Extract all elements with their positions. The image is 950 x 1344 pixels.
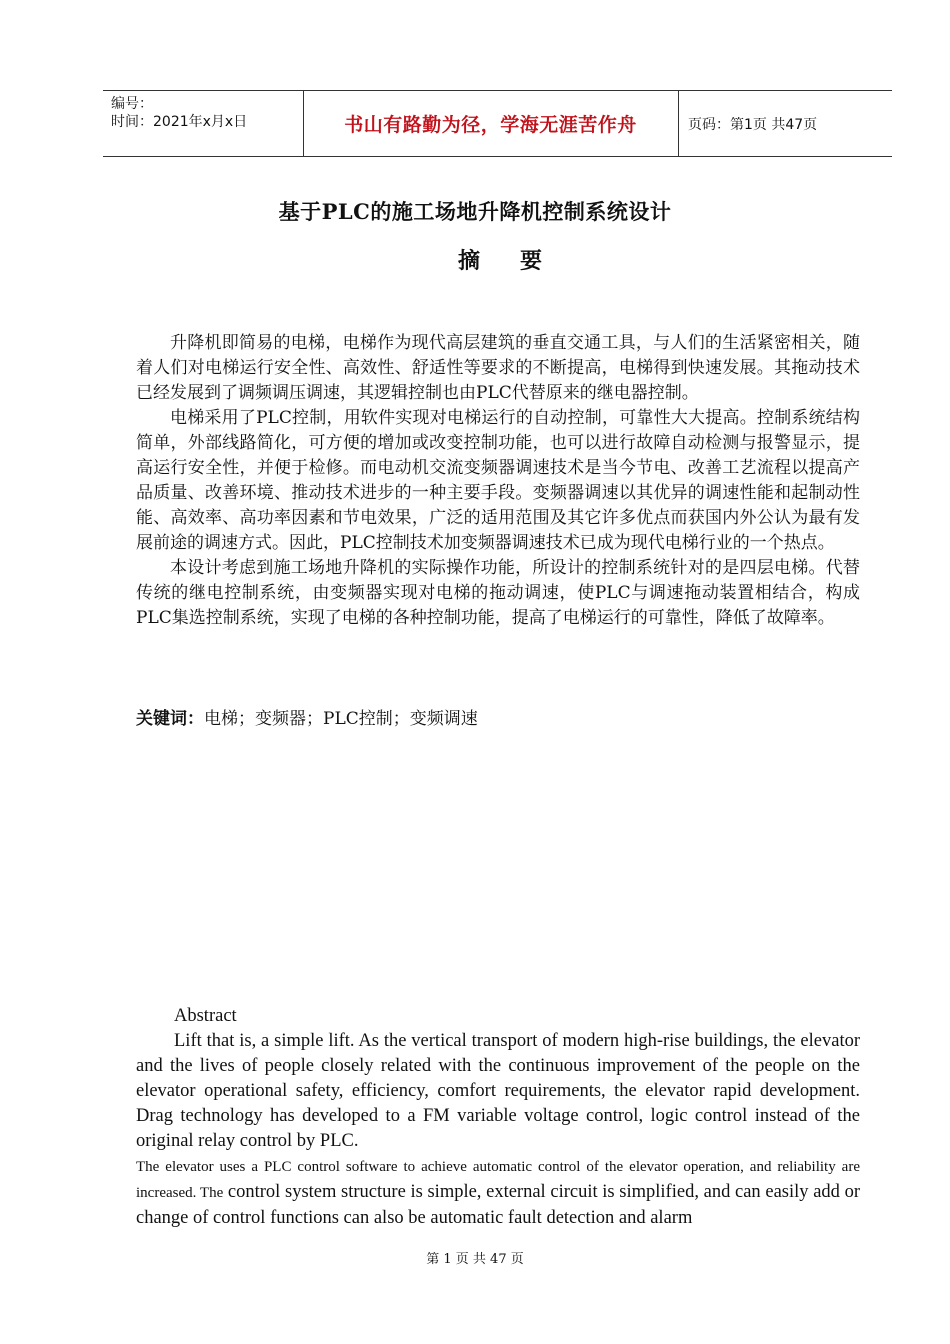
keywords-text: 电梯；变频器；PLC控制；变频调速 [204,709,478,729]
abstract-heading-en: Abstract [174,1006,237,1026]
en-paragraph: Lift that is, a simple lift. As the vertical transport of modern high-rise buildings, the elevator and the lives of people closely related with the continuous improvement of the people on the elevator operational safety, efficiency, comfort requirements, the elevator rapid development. Drag technology has developed to a FM variable voltage control, logic control instead of the original relay control by PLC. [136,1031,860,1151]
keywords-line [136,707,860,732]
en-paragraph-small-text: The elevator uses a PLC control software to achieve automatic control of the elevator operation, and reliability are increased. The [136,1159,860,1201]
en-paragraph [136,1154,860,1231]
document-number-label: 编号： [111,96,153,112]
english-abstract-body [136,1004,860,1231]
en-paragraph-text: control system structure is simple, external circuit is simplified, and can easily add or change of control functions can also be automatic fault detection and alarm [136,1182,860,1228]
header-meta-cell [103,91,304,156]
page-header [103,90,892,157]
header-page-info: 页码：第1页 共47页 [688,116,818,133]
chinese-abstract-body [136,331,860,631]
keywords-label: 关键词： [136,709,204,729]
page-footer: 第 1 页 共 47 页 [426,1252,524,1267]
header-motto: 书山有路勤为径，学海无涯苦作舟 [303,91,679,156]
document-time-label: 时间：2021年x月x日 [111,114,248,130]
cn-paragraph: 升降机即简易的电梯，电梯作为现代高层建筑的垂直交通工具，与人们的生活紧密相关，随着人们对电梯运行安全性、高效性、舒适性等要求的不断提高，电梯得到快速发展。其拖动技术已经发展到了调频调压调速，其逻辑控制也由PLC代替原来的继电器控制。 [136,333,860,403]
cn-paragraph: 本设计考虑到施工场地升降机的实际操作功能，所设计的控制系统针对的是四层电梯。代替传统的继电控制系统，由变频器实现对电梯的拖动调速，使PLC与调速拖动装置相结合，构成PLC集选控制系统，实现了电梯的各种控制功能，提高了电梯运行的可靠性，降低了故障率。 [136,558,860,628]
cn-paragraph: 电梯采用了PLC控制，用软件实现对电梯运行的自动控制，可靠性大大提高。控制系统结构简单，外部线路简化，可方便的增加或改变控制功能，也可以进行故障自动检测与报警显示，提高运行安全性，并便于检修。而电动机交流变频器调速技术是当今节电、改善工艺流程以提高产品质量、改善环境、推动技术进步的一种主要手段。变频器调速以其优异的调速性能和起制动性能、高效率、高功率因素和节电效果，广泛的适用范围及其它许多优点而获国内外公认为最有发展前途的调速方式。因此，PLC控制技术加变频器调速技术已成为现代电梯行业的一个热点。 [136,408,860,553]
abstract-heading-cn: 摘要 [457,248,582,274]
document-title: 基于PLC的施工场地升降机控制系统设计 [278,199,672,224]
